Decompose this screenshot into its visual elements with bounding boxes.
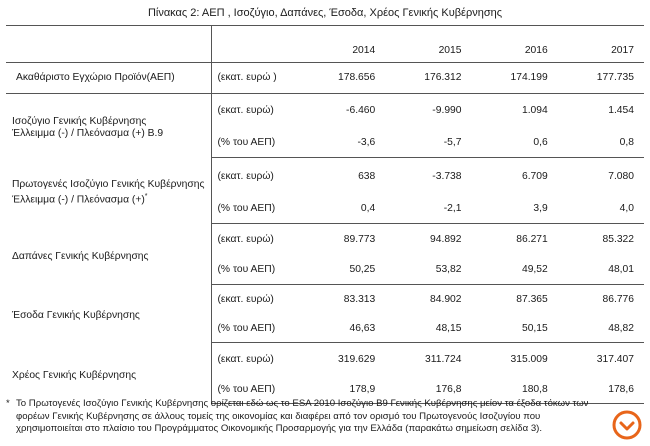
footnote-text: Το Πρωτογενές Ισοζύγιο Γενικής Κυβέρνησης ορίζεται εδώ ως το ESA 2010 Ισοζύγιο Β9 Γενικής Κυβέρνησης μείον τα έξοδα τόκων των φορέων Γενικής Κυβέρνησης σε άλλους τομείς της οικονομίας και διαφέρει από τον ορισμό του Πρωτογενούς Ισοζυγίου που χρησιμοποιείται στο πλαίσιο του Προγράμματος Οικονομικής Προσαρμογής για την Ελλάδα (παρακάτω σημείωση σελίδα 3). xyxy=(16,398,589,435)
fiscal-table xyxy=(6,25,644,404)
row-label-primary: Πρωτογενές Ισοζύγιο Γενικής Κυβέρνησης Έλλειμμα (-) / Πλεόνασμα (+)* xyxy=(6,158,211,224)
watermark-logo-icon xyxy=(608,410,646,440)
value-cell: 46,63 xyxy=(299,316,385,343)
unit-cell: (% του ΑΕΠ) xyxy=(211,377,299,404)
row-label-expenditure: Δαπάνες Γενικής Κυβέρνησης xyxy=(6,224,211,285)
table-row xyxy=(6,224,644,256)
unit-cell: (% του ΑΕΠ) xyxy=(211,256,299,285)
value-cell: 53,82 xyxy=(385,256,471,285)
value-cell: 86.271 xyxy=(516,233,548,245)
value-cell: -3.738 xyxy=(432,170,462,182)
footnote xyxy=(6,398,606,436)
value-cell: 319.629 xyxy=(338,353,376,365)
unit-cell: (εκατ. ευρώ) xyxy=(217,353,274,365)
value-cell: 0,4 xyxy=(299,196,385,224)
value-cell: 48,15 xyxy=(385,316,471,343)
value-cell: 85.322 xyxy=(602,233,634,245)
value-cell: 4,0 xyxy=(558,196,644,224)
value-cell: 94.892 xyxy=(430,233,462,245)
value-cell: 178,9 xyxy=(299,377,385,404)
value-cell: 177.735 xyxy=(558,63,644,94)
unit-cell: (εκατ. ευρώ) xyxy=(217,233,274,245)
year-header: 2015 xyxy=(385,26,471,63)
table-row xyxy=(6,63,644,94)
value-cell: -6.460 xyxy=(346,105,376,117)
row-label-balance: Ισοζύγιο Γενικής Κυβέρνησης Έλλειμμα (-) / Πλεόνασμα (+) Β.9 xyxy=(6,94,211,158)
unit-cell: (εκατ. ευρώ) xyxy=(217,105,274,117)
value-cell: 1.094 xyxy=(521,105,548,117)
value-cell: 0,6 xyxy=(472,129,558,158)
value-cell: 6.709 xyxy=(521,170,548,182)
value-cell: 83.313 xyxy=(343,294,376,306)
value-cell: 3,9 xyxy=(472,196,558,224)
watermark-ring xyxy=(614,412,640,438)
footnote-mark: * xyxy=(6,398,10,409)
unit-cell: (% του ΑΕΠ) xyxy=(211,129,299,158)
row-label-debt: Χρέος Γενικής Κυβέρνησης xyxy=(6,343,211,404)
unit-cell: (% του ΑΕΠ) xyxy=(211,196,299,224)
value-cell: 84.902 xyxy=(430,294,462,306)
value-cell: 86.776 xyxy=(602,294,634,306)
table-row xyxy=(6,158,644,196)
year-header-row xyxy=(6,26,644,63)
value-cell: 87.365 xyxy=(516,294,548,306)
value-cell: -3,6 xyxy=(299,129,385,158)
value-cell: 317.407 xyxy=(596,353,634,365)
value-cell: 89.773 xyxy=(343,233,376,245)
unit-cell: (% του ΑΕΠ) xyxy=(211,316,299,343)
footnote-mark: * xyxy=(144,193,148,201)
table-title: Πίνακας 2: ΑΕΠ , Ισοζύγιο, Δαπάνες, Έσοδα, Χρέος Γενικής Κυβέρνησης xyxy=(147,7,503,19)
value-cell: -5,7 xyxy=(385,129,471,158)
value-cell: 50,15 xyxy=(472,316,558,343)
table-row xyxy=(6,94,644,129)
value-cell: 0,8 xyxy=(558,129,644,158)
unit-cell: (εκατ. ευρώ) xyxy=(217,170,274,182)
table-row xyxy=(6,285,644,316)
value-cell: 311.724 xyxy=(425,353,462,365)
unit-cell: (εκατ. ευρώ ) xyxy=(211,63,299,94)
value-cell: 315.009 xyxy=(510,353,548,365)
value-cell: -2,1 xyxy=(385,196,471,224)
value-cell: 48,01 xyxy=(558,256,644,285)
unit-cell: (εκατ. ευρώ) xyxy=(217,294,274,306)
value-cell: 174.199 xyxy=(472,63,558,94)
value-cell: 178,6 xyxy=(558,377,644,404)
value-cell: 180,8 xyxy=(472,377,558,404)
value-cell: -9.990 xyxy=(432,105,462,117)
value-cell: 49,52 xyxy=(472,256,558,285)
year-header: 2017 xyxy=(558,26,644,63)
value-cell: 176.312 xyxy=(385,63,471,94)
value-cell: 176,8 xyxy=(385,377,471,404)
value-cell: 178.656 xyxy=(299,63,385,94)
year-header: 2014 xyxy=(299,26,385,63)
year-header: 2016 xyxy=(472,26,558,63)
table-row xyxy=(6,343,644,377)
value-cell: 1.454 xyxy=(608,105,634,117)
row-label-revenue: Έσοδα Γενικής Κυβέρνησης xyxy=(6,285,211,343)
value-cell: 48,82 xyxy=(558,316,644,343)
value-cell: 638 xyxy=(358,170,376,182)
value-cell: 50,25 xyxy=(299,256,385,285)
row-label-gdp: Ακαθάριστο Εγχώριο Προϊόν(ΑΕΠ) xyxy=(6,63,211,94)
value-cell: 7.080 xyxy=(608,170,634,182)
